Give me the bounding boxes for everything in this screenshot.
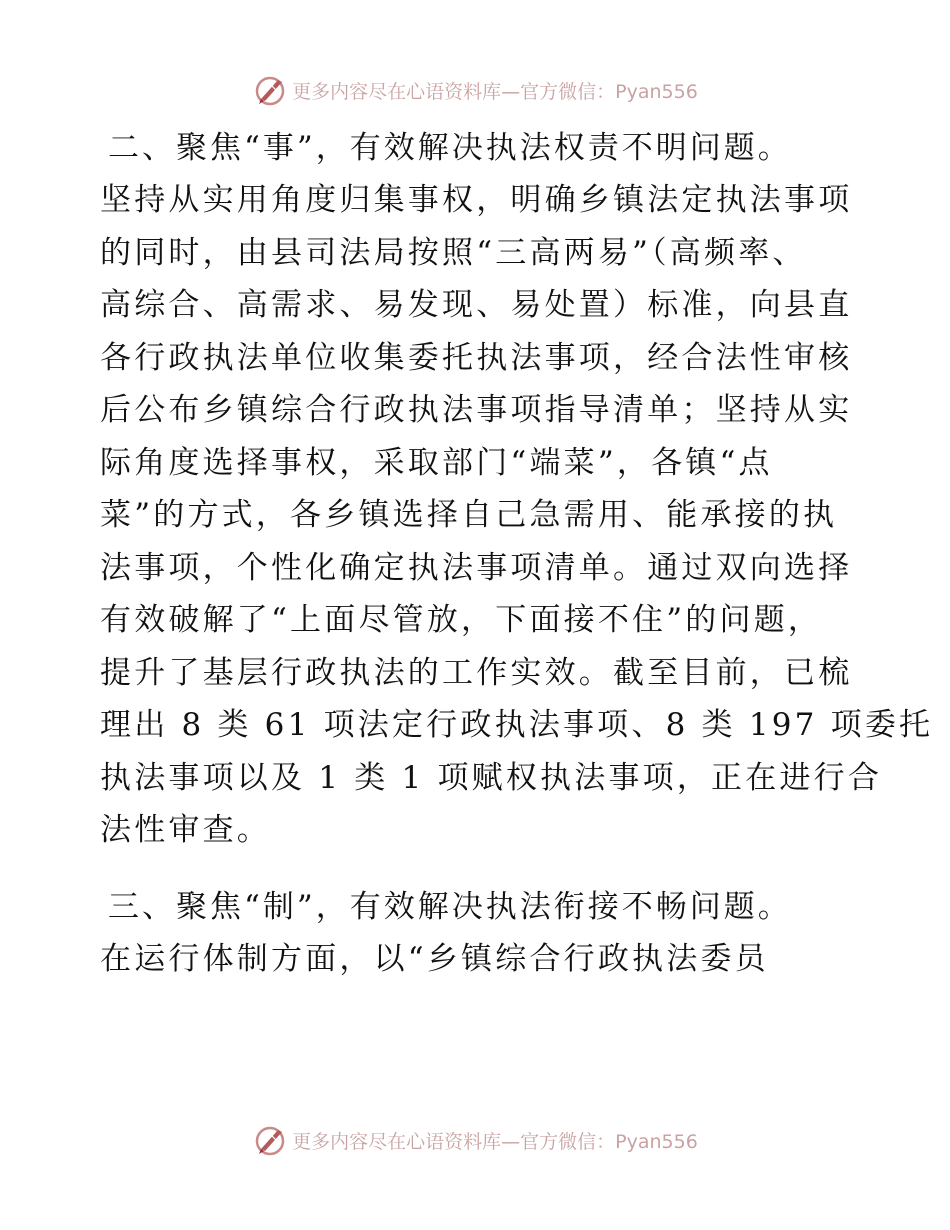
header-watermark <box>0 70 950 110</box>
paragraph-line: 提升了基层行政执法的工作实效。截至目前，已梳 <box>100 654 853 691</box>
section-three-paragraph <box>100 933 850 986</box>
paragraph-line: 法性审查。 <box>100 812 271 848</box>
paragraph-line: 的同时，由县司法局按照“三高两易”（高频率、 <box>100 234 807 271</box>
quill-pen-logo-icon <box>252 72 288 108</box>
section-two-paragraph <box>100 174 934 857</box>
section-two-heading: 二、聚焦“事”，有效解决执法权责不明问题。 <box>108 130 792 166</box>
paragraph-line: 菜”的方式，各乡镇选择自己急需用、能承接的执 <box>100 497 838 533</box>
paragraph-line: 后公布乡镇综合行政执法事项指导清单；坚持从实 <box>100 392 853 428</box>
paragraph-line: 有效破解了“上面尽管放，下面接不住”的问题， <box>100 602 823 638</box>
watermark-text: 更多内容尽在心语资料库—官方微信：Pyan556 <box>292 1130 698 1153</box>
paragraph-line: 高综合、高需求、易发现、易处置）标准，向县直 <box>100 287 853 323</box>
paragraph-line: 各行政执法单位收集委托执法事项，经合法性审核 <box>100 339 853 376</box>
paragraph-line: 执法事项以及 1 类 1 项赋权执法事项，正在进行合 <box>100 759 883 796</box>
paragraph-line: 际角度选择事权，采取部门“端菜”，各镇“点 <box>100 444 773 481</box>
paragraph-line: 理出 8 类 61 项法定行政执法事项、8 类 197 项委托 <box>100 707 934 743</box>
paragraph-line: 法事项，个性化确定执法事项清单。通过双向选择 <box>100 549 853 586</box>
section-three-heading: 三、聚焦“制”，有效解决执法衔接不畅问题。 <box>108 888 792 925</box>
footer-watermark <box>0 1120 950 1160</box>
quill-pen-logo-icon <box>252 1122 288 1158</box>
document-body <box>100 122 934 985</box>
paragraph-line: 坚持从实用角度归集事权，明确乡镇法定执法事项 <box>100 182 853 218</box>
paragraph-line: 在运行体制方面，以“乡镇综合行政执法委员 <box>100 940 769 977</box>
watermark-text: 更多内容尽在心语资料库—官方微信：Pyan556 <box>292 80 698 103</box>
